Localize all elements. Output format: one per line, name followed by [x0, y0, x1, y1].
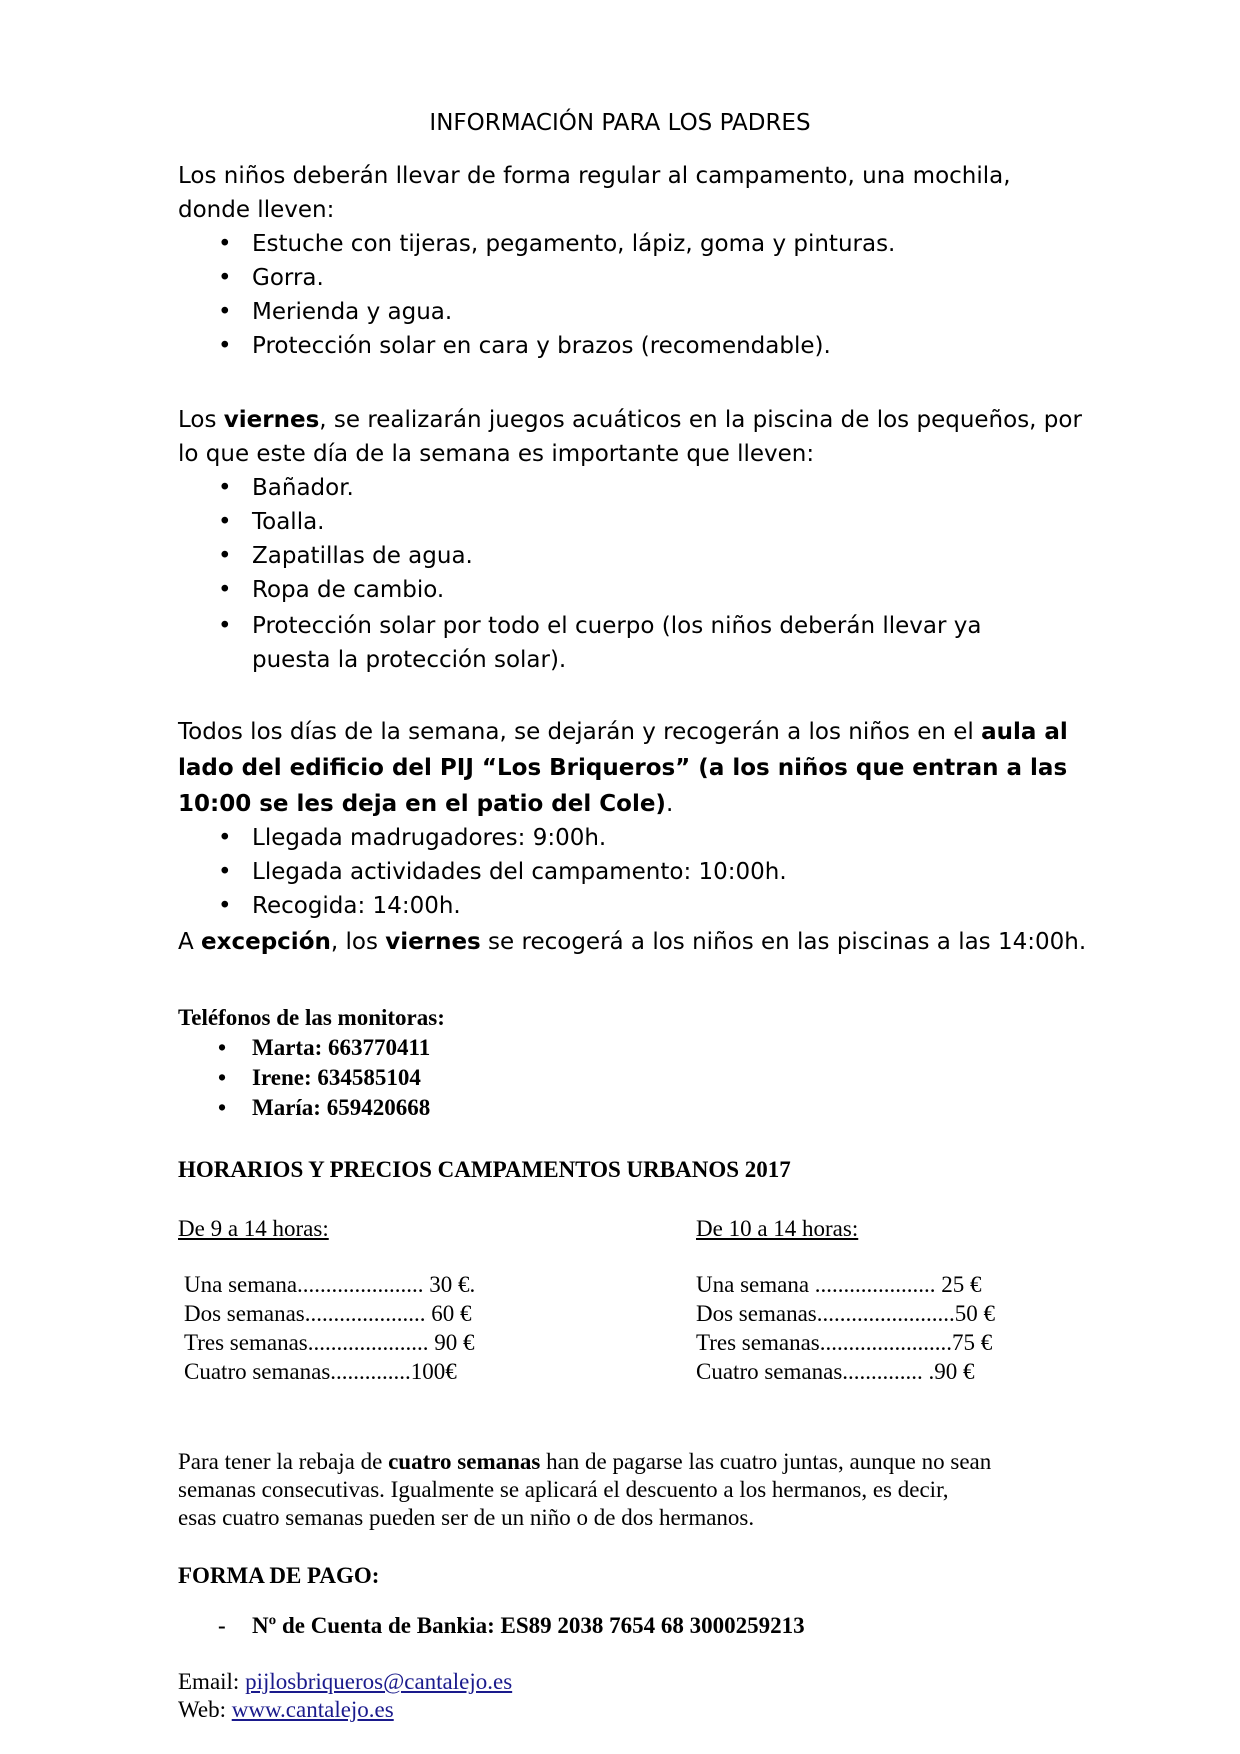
- phone-item: • María: 659420668: [218, 1095, 431, 1120]
- list-item: • Llegada actividades del campamento: 10:00h.: [218, 859, 787, 885]
- list-item: • Recogida: 14:00h.: [218, 893, 461, 919]
- web-line: Web: www.cantalejo.es: [178, 1697, 394, 1722]
- list-item: • Protección solar por todo el cuerpo (los niños deberán llevar ya: [218, 613, 982, 639]
- pickup-line-2: lado del edificio del PIJ “Los Briqueros” (a los niños que entran a las: [178, 755, 1068, 781]
- discount-line-2: semanas consecutivas. Igualmente se aplicará el descuento a los hermanos, es decir,: [178, 1477, 949, 1502]
- intro-line-2: donde lleven:: [178, 197, 335, 223]
- price-row: Una semana ..................... 25 €: [696, 1272, 982, 1297]
- discount-line-1: Para tener la rebaja de cuatro semanas han de pagarse las cuatro juntas, aunque no sean: [178, 1449, 992, 1474]
- price-row: Tres semanas.......................75 €: [696, 1330, 993, 1355]
- page-title: INFORMACIÓN PARA LOS PADRES: [429, 110, 811, 136]
- phone-item: • Marta: 663770411: [218, 1035, 431, 1060]
- price-row: Una semana...................... 30 €.: [184, 1272, 476, 1297]
- list-item: • Protección solar en cara y brazos (recomendable).: [218, 333, 831, 359]
- exception-line: A excepción, los viernes se recogerá a los niños en las piscinas a las 14:00h.: [178, 929, 1087, 955]
- prices-right-heading: De 10 a 14 horas:: [696, 1216, 859, 1241]
- fridays-line-1: Los viernes, se realizarán juegos acuáticos en la piscina de los pequeños, por: [178, 407, 1082, 433]
- prices-left-heading: De 9 a 14 horas:: [178, 1216, 329, 1241]
- list-item: • Ropa de cambio.: [218, 577, 445, 603]
- list-item: • Estuche con tijeras, pegamento, lápiz, goma y pinturas.: [218, 231, 896, 257]
- web-link[interactable]: www.cantalejo.es: [231, 1697, 394, 1722]
- list-item: • Zapatillas de agua.: [218, 543, 473, 569]
- pickup-line-1: Todos los días de la semana, se dejarán y recogerán a los niños en el aula al: [178, 719, 1068, 745]
- list-item: • Toalla.: [218, 509, 325, 535]
- phones-heading: Teléfonos de las monitoras:: [178, 1005, 445, 1030]
- discount-line-3: esas cuatro semanas pueden ser de un niño o de dos hermanos.: [178, 1505, 755, 1530]
- list-item-continuation: puesta la protección solar).: [252, 647, 567, 673]
- price-row: Dos semanas..................... 60 €: [184, 1301, 472, 1326]
- list-item: • Bañador.: [218, 475, 354, 501]
- fridays-line-2: lo que este día de la semana es importante que lleven:: [178, 441, 815, 467]
- bank-account: - Nº de Cuenta de Bankia: ES89 2038 7654 68 3000259213: [218, 1613, 805, 1638]
- payment-heading: FORMA DE PAGO:: [178, 1563, 380, 1588]
- price-row: Cuatro semanas..............100€: [184, 1359, 457, 1384]
- price-row: Dos semanas........................50 €: [696, 1301, 995, 1326]
- list-item: • Llegada madrugadores: 9:00h.: [218, 825, 607, 851]
- email-line: Email: pijlosbriqueros@cantalejo.es: [178, 1669, 513, 1694]
- list-item: • Gorra.: [218, 265, 324, 291]
- list-item: • Merienda y agua.: [218, 299, 453, 325]
- phone-item: • Irene: 634585104: [218, 1065, 421, 1090]
- intro-line-1: Los niños deberán llevar de forma regular al campamento, una mochila,: [178, 163, 1011, 189]
- price-row: Tres semanas..................... 90 €: [184, 1330, 475, 1355]
- prices-heading: HORARIOS Y PRECIOS CAMPAMENTOS URBANOS 2017: [178, 1157, 791, 1182]
- price-row: Cuatro semanas.............. .90 €: [696, 1359, 975, 1384]
- email-link[interactable]: pijlosbriqueros@cantalejo.es: [245, 1669, 513, 1694]
- pickup-line-3: 10:00 se les deja en el patio del Cole).: [178, 791, 674, 817]
